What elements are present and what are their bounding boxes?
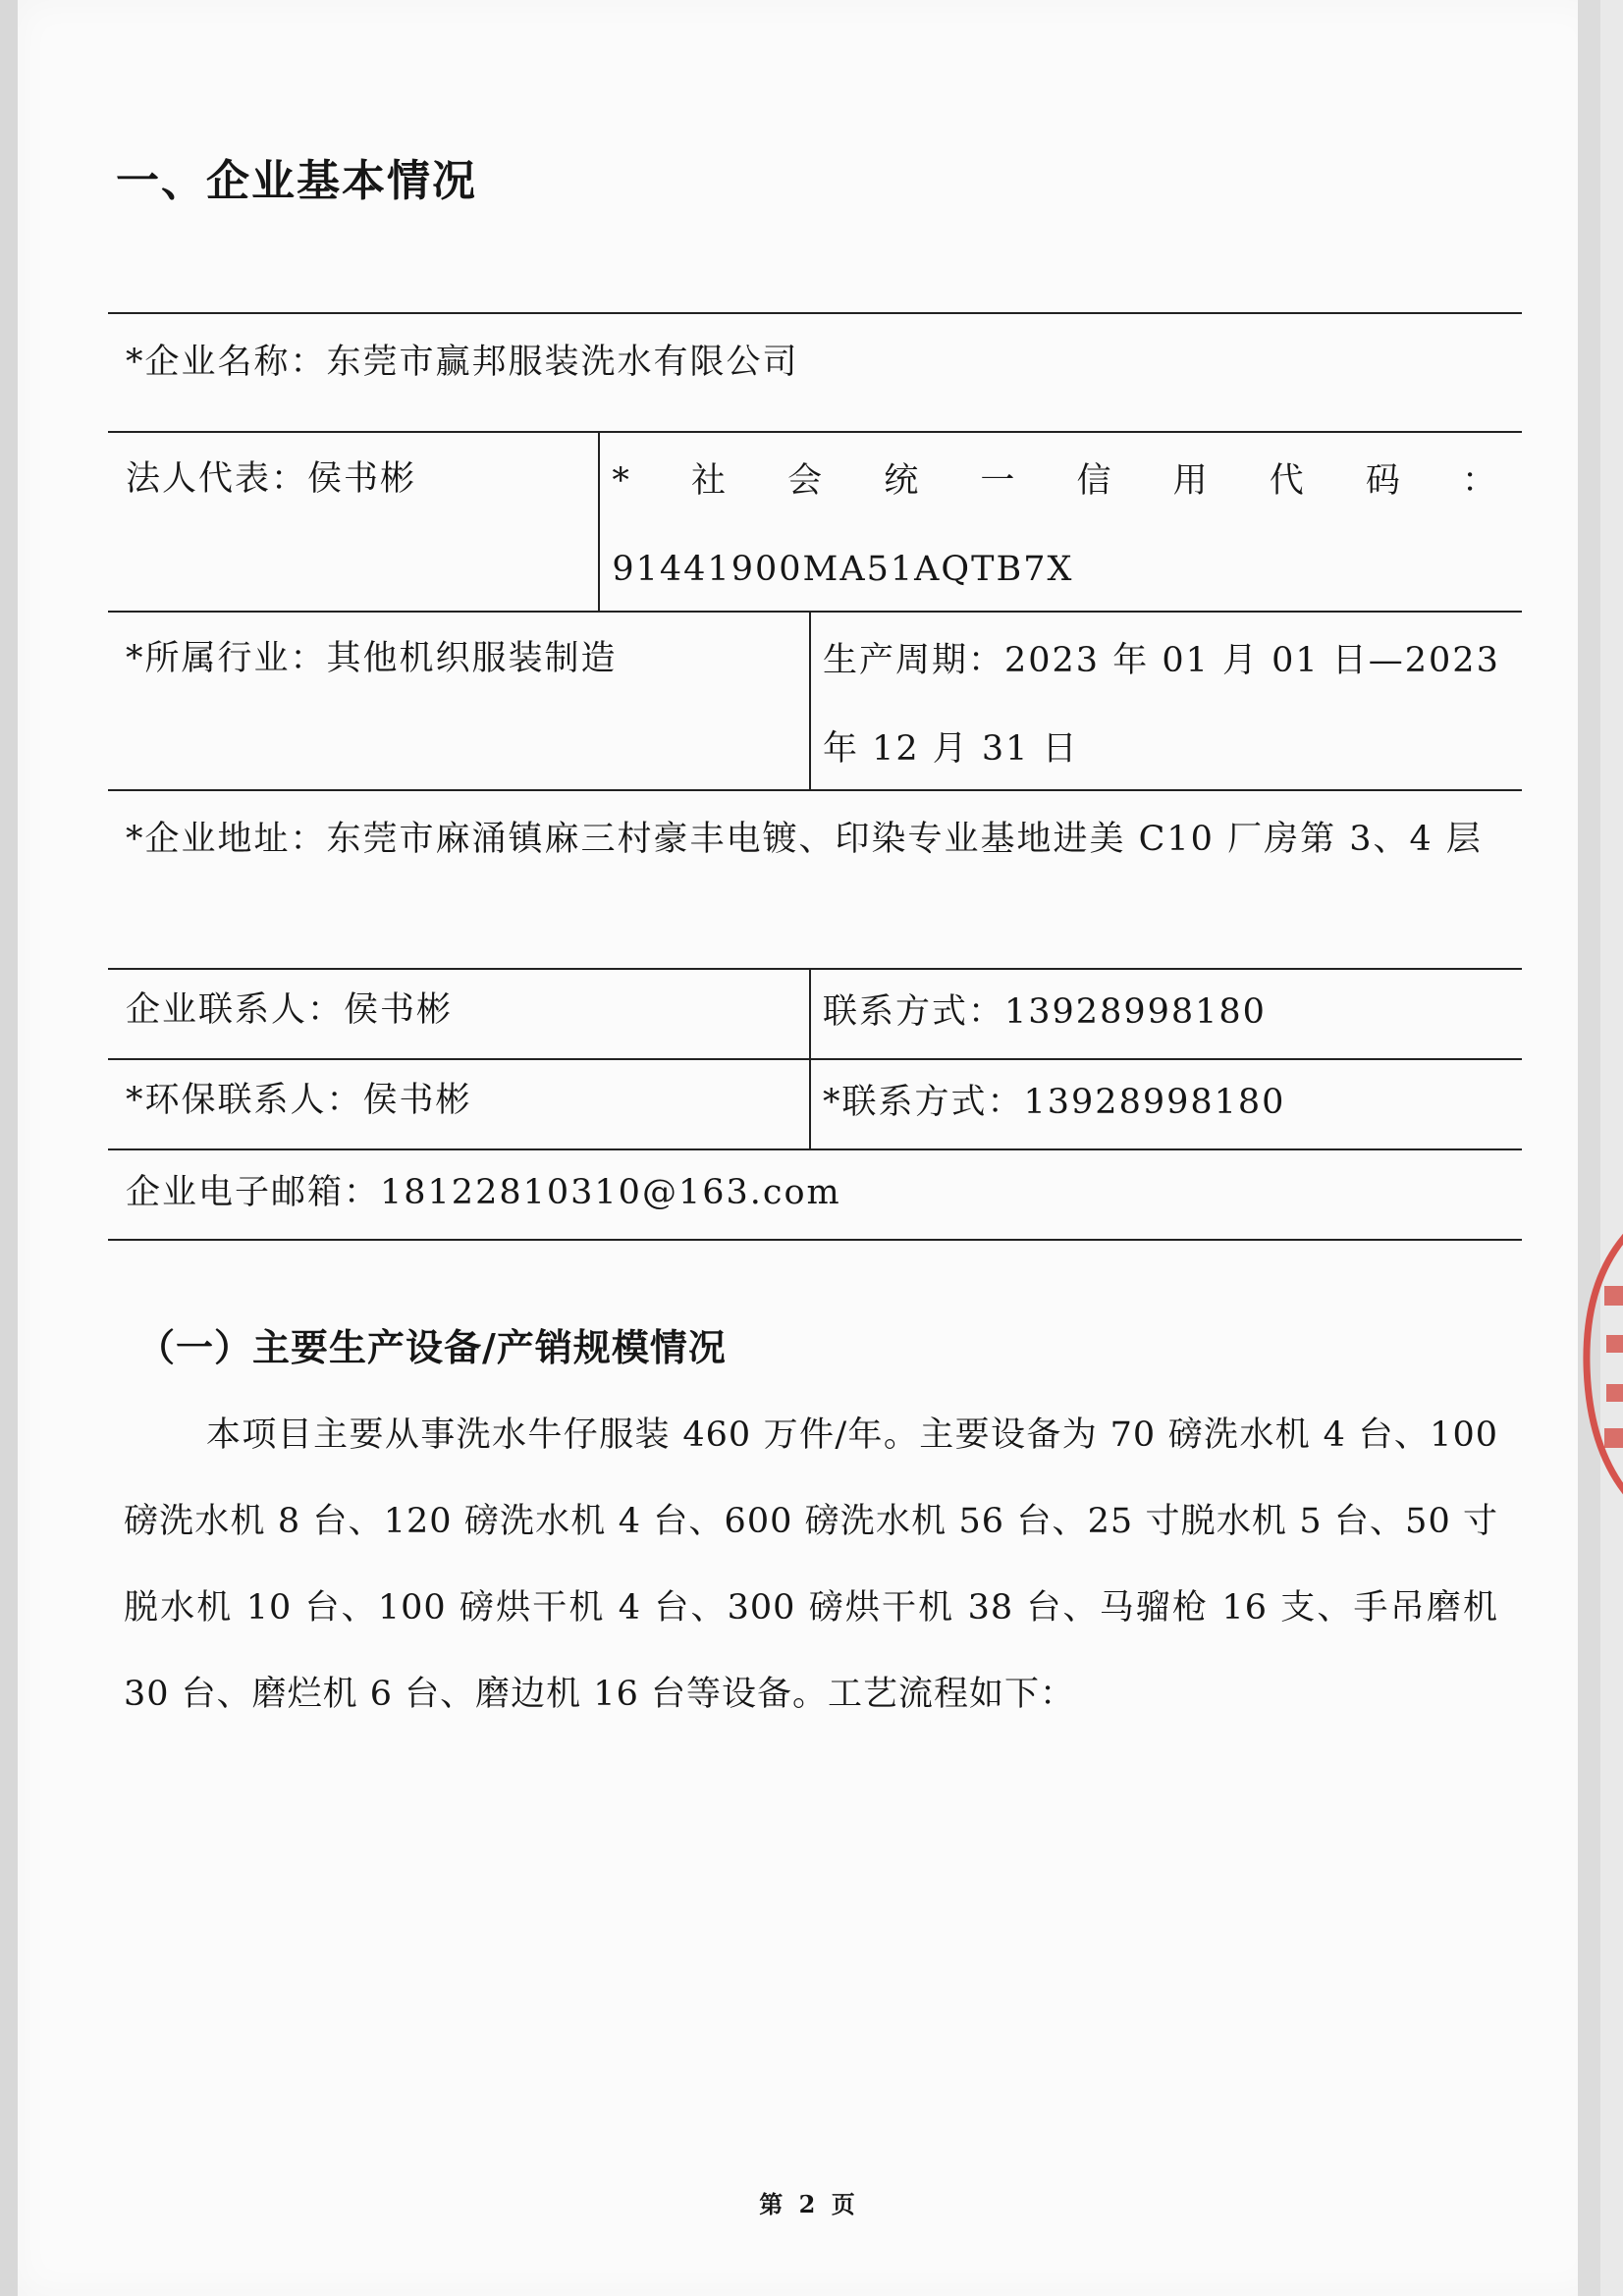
table-row-address xyxy=(108,791,1522,970)
scan-edge-left xyxy=(0,0,18,2296)
table-row-company-name xyxy=(108,314,1522,433)
document-page xyxy=(18,0,1600,2296)
table-row-email xyxy=(108,1150,1522,1241)
equipment-paragraph: 本项目主要从事洗水牛仔服装 460 万件/年。主要设备为 70 磅洗水机 4 台、100 磅洗水机 8 台、120 磅洗水机 4 台、600 磅洗水机 56 台、25 寸脱水机 5 台、50 寸脱水机 10 台、100 磅烘干机 4 台、300 磅烘干机 38 台、马骝枪 16 支、手吊磨机 30 台、磨烂机 6 台、磨边机 16 台等设备。工艺流程如下： xyxy=(124,1415,1498,1714)
env-contact-phone-cell: *联系方式：13928998180 xyxy=(823,1083,1286,1122)
email-cell: 企业电子邮箱：18122810310@163.com xyxy=(126,1173,841,1212)
table-row-contact xyxy=(108,970,1522,1060)
company-name-cell: *企业名称：东莞市赢邦服装洗水有限公司 xyxy=(126,343,799,382)
subsection-title: （一）主要生产设备/产销规模情况 xyxy=(137,1326,727,1369)
production-period-line2: 年 12 月 31 日 xyxy=(823,729,1079,769)
industry-cell: *所属行业：其他机织服装制造 xyxy=(108,613,811,789)
production-period-line1: 生产周期：2023 年 01 月 01 日—2023 xyxy=(823,641,1500,680)
legal-rep-cell: 法人代表：侯书彬 xyxy=(108,433,600,611)
company-info-table xyxy=(108,312,1522,1241)
red-stamp-partial xyxy=(1577,1217,1623,1512)
credit-code-value: 91441900MA51AQTB7X xyxy=(612,550,1074,589)
table-row-env-contact xyxy=(108,1060,1522,1150)
scan-edge-right xyxy=(1578,0,1600,2296)
credit-code-cell xyxy=(600,433,1522,611)
table-row-legal-credit xyxy=(108,433,1522,613)
credit-code-label: * 社 会 统 一 信 用 代 码 ： xyxy=(612,461,1522,501)
address-cell: *企业地址：东莞市麻涌镇麻三村豪丰电镀、印染专业基地进美 C10 厂房第 3、4 层 xyxy=(126,820,1483,859)
section-title: 一、企业基本情况 xyxy=(116,156,477,206)
contact-person-cell: 企业联系人：侯书彬 xyxy=(108,970,811,1058)
table-row-industry-period xyxy=(108,613,1522,791)
production-period-cell xyxy=(811,613,1522,789)
contact-phone-cell: 联系方式：13928998180 xyxy=(823,992,1267,1032)
env-contact-person-cell: *环保联系人：侯书彬 xyxy=(108,1060,811,1148)
page-number: 第 2 页 xyxy=(759,2190,859,2218)
